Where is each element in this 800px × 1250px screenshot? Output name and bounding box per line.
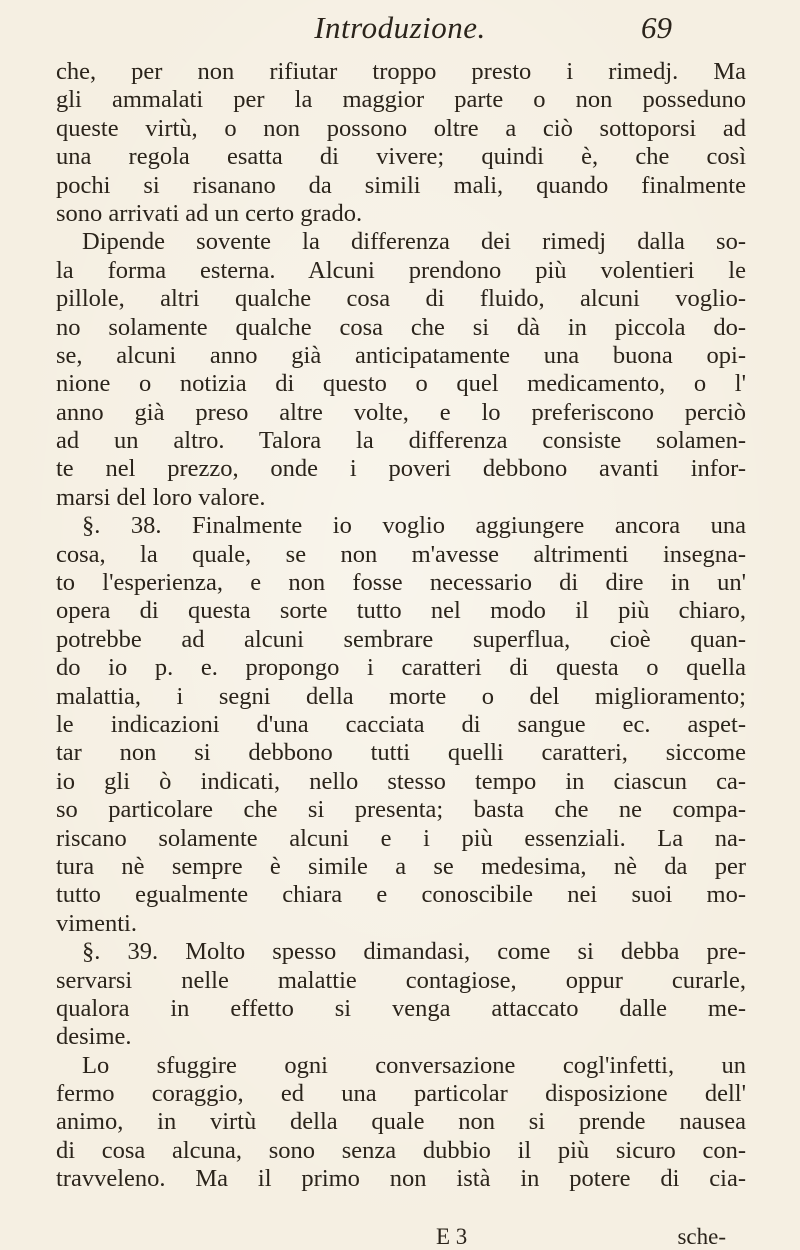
text-line: cosa, la quale, se non m'avesse altrimenti insegna- [56, 540, 746, 568]
text-line: potrebbe ad alcuni sembrare superflua, cioè quan- [56, 625, 746, 653]
text-line: so particolare che si presenta; basta che ne compa- [56, 796, 746, 824]
text-line: queste virtù, o non possono oltre a ciò sottoporsi ad [56, 114, 746, 142]
text-line: qualora in effetto si venga attaccato dalle me- [56, 994, 746, 1022]
text-line: nione o notizia di questo o quel medicamento, o l' [56, 370, 746, 398]
text-line: tutto egualmente chiara e conoscibile nei suoi mo- [56, 881, 746, 909]
text-line: una regola esatta di vivere; quindi è, che così [56, 143, 746, 171]
text-line: §. 39. Molto spesso dimandasi, come si debba pre- [82, 938, 746, 966]
text-line: animo, in virtù della quale non si prende nausea [56, 1108, 746, 1136]
text-line: do io p. e. propongo i caratteri di questa o quella [56, 654, 746, 682]
text-line: to l'esperienza, e non fosse necessario di dire in un' [56, 569, 746, 597]
page-footer [56, 1224, 746, 1250]
text-line: fermo coraggio, ed una particolar disposizione dell' [56, 1080, 746, 1108]
text-line: io gli ò indicati, nello stesso tempo in ciascun ca- [56, 767, 746, 795]
text-line: gli ammalati per la maggior parte o non posseduno [56, 86, 746, 114]
text-line: la forma esterna. Alcuni prendono più volentieri le [56, 256, 746, 284]
text-line: travveleno. Ma il primo non istà in potere di cia- [56, 1165, 746, 1193]
text-line: sono arrivati ad un certo grado. [56, 199, 363, 227]
text-line: no solamente qualche cosa che si dà in piccola do- [56, 313, 746, 341]
text-line: Lo sfuggire ogni conversazione cogl'infetti, un [82, 1051, 746, 1079]
text-line: §. 38. Finalmente io voglio aggiungere ancora una [82, 512, 746, 540]
text-line: opera di questa sorte tutto nel modo il più chiaro, [56, 597, 746, 625]
text-line: di cosa alcuna, sono senza dubbio il più sicuro con- [56, 1136, 746, 1164]
text-line: marsi del loro valore. [56, 483, 266, 511]
text-line: ad un altro. Talora la differenza consiste solamen- [56, 427, 746, 455]
text-line: tar non si debbono tutti quelli caratteri, siccome [56, 739, 746, 767]
text-line: malattia, i segni della morte o del miglioramento; [56, 682, 746, 710]
catchword: sche- [677, 1224, 726, 1249]
text-line: le indicazioni d'una cacciata di sangue ec. aspet- [56, 710, 746, 738]
text-line: vimenti. [56, 909, 137, 937]
text-line: anno già preso altre volte, e lo preferiscono perciò [56, 398, 746, 426]
body-text [56, 58, 746, 1194]
text-line: che, per non rifiutar troppo presto i rimedj. Ma [56, 58, 746, 85]
page-number: 69 [641, 10, 672, 45]
text-line: pochi si risanano da simili mali, quando finalmente [56, 171, 746, 199]
text-line: servarsi nelle malattie contagiose, oppur curarle, [56, 966, 746, 994]
text-line: tura nè sempre è simile a se medesima, nè da per [56, 852, 746, 880]
text-line: desime. [56, 1023, 132, 1051]
running-title: Introduzione. [314, 10, 486, 45]
text-line: riscano solamente alcuni e i più essenziali. La na- [56, 824, 746, 852]
signature-mark: E 3 [436, 1224, 468, 1249]
text-line: Dipende sovente la differenza dei rimedj dalla so- [82, 228, 746, 256]
text-line: pillole, altri qualche cosa di fluido, alcuni voglio- [56, 285, 746, 313]
text-line: te nel prezzo, onde i poveri debbono avanti infor- [56, 455, 746, 483]
running-head [0, 10, 800, 50]
text-line: se, alcuni anno già anticipatamente una buona opi- [56, 341, 746, 369]
